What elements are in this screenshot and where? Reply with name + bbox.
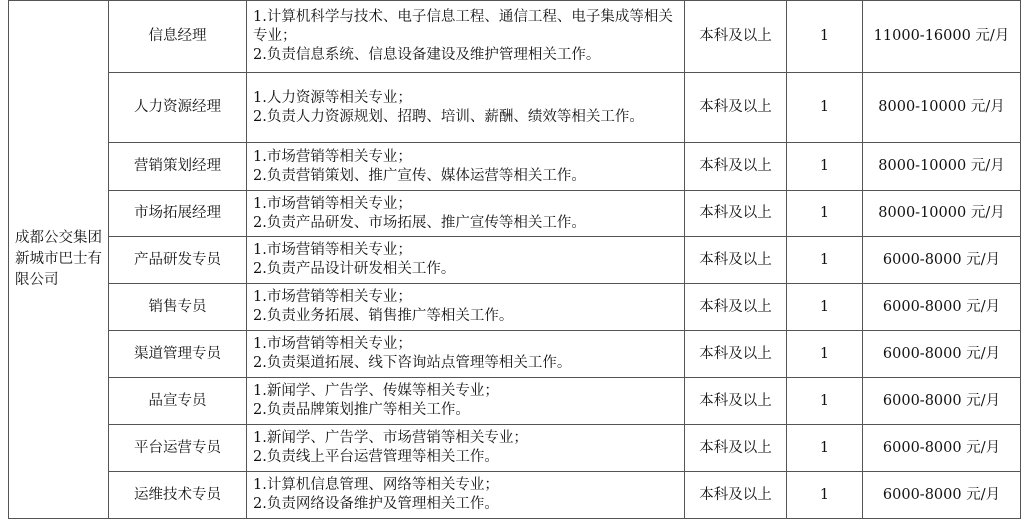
education-cell: 本科及以上 <box>685 143 787 191</box>
requirement-line: 1.新闻学、广告学、市场营销等相关专业； <box>253 430 528 446</box>
education-cell: 本科及以上 <box>685 472 787 519</box>
table-row <box>9 237 1021 284</box>
requirements-cell <box>247 331 685 378</box>
position-cell: 品宣专员 <box>109 378 247 425</box>
education-cell: 本科及以上 <box>685 284 787 331</box>
salary-cell: 8000-10000 元/月 <box>863 191 1021 237</box>
requirement-line: 2.负责产品设计研发相关工作。 <box>253 261 456 277</box>
requirements-cell <box>247 425 685 472</box>
headcount-cell: 1 <box>787 143 863 191</box>
requirement-line: 2.负责线上平台运营管理等相关工作。 <box>253 449 499 465</box>
position-cell: 营销策划经理 <box>109 143 247 191</box>
salary-cell: 6000-8000 元/月 <box>863 425 1021 472</box>
education-cell: 本科及以上 <box>685 331 787 378</box>
requirements-cell <box>247 191 685 237</box>
requirement-line: 1.市场营销等相关专业； <box>253 242 412 258</box>
salary-cell: 6000-8000 元/月 <box>863 237 1021 284</box>
headcount-cell: 1 <box>787 284 863 331</box>
requirement-line: 1.市场营销等相关专业； <box>253 195 412 212</box>
salary-cell: 8000-10000 元/月 <box>863 143 1021 191</box>
position-cell: 销售专员 <box>109 284 247 331</box>
requirement-line: 1.市场营销等相关专业； <box>253 148 412 165</box>
table-row <box>9 472 1021 519</box>
salary-cell: 11000-16000 元/月 <box>863 1 1021 73</box>
table-row <box>9 1 1021 73</box>
table-body <box>9 1 1021 519</box>
requirement-line: 2.负责渠道拓展、线下咨询站点管理等相关工作。 <box>253 355 572 371</box>
requirement-line: 2.负责网络设备维护及管理相关工作。 <box>253 496 499 512</box>
table-row <box>9 425 1021 472</box>
requirement-line: 1.计算机科学与技术、电子信息工程、通信工程、电子集成等相关专业； <box>253 9 673 44</box>
position-cell: 人力资源经理 <box>109 73 247 143</box>
table-row <box>9 331 1021 378</box>
education-cell: 本科及以上 <box>685 237 787 284</box>
position-cell: 市场拓展经理 <box>109 191 247 237</box>
requirements-cell <box>247 73 685 143</box>
education-cell: 本科及以上 <box>685 1 787 73</box>
salary-cell: 6000-8000 元/月 <box>863 472 1021 519</box>
requirement-line: 2.负责人力资源规划、招聘、培训、薪酬、绩效等相关工作。 <box>253 108 644 125</box>
requirement-line: 2.负责业务拓展、销售推广等相关工作。 <box>253 308 514 324</box>
headcount-cell: 1 <box>787 237 863 284</box>
position-cell: 信息经理 <box>109 1 247 73</box>
requirements-cell <box>247 237 685 284</box>
requirements-cell <box>247 472 685 519</box>
position-cell: 平台运营专员 <box>109 425 247 472</box>
headcount-cell: 1 <box>787 191 863 237</box>
headcount-cell: 1 <box>787 73 863 143</box>
requirement-line: 2.负责营销策划、推广宣传、媒体运营等相关工作。 <box>253 167 586 184</box>
requirement-line: 2.负责信息系统、信息设备建设及维护管理相关工作。 <box>253 47 601 63</box>
requirement-line: 1.人力资源等相关专业； <box>253 89 412 106</box>
table-row <box>9 73 1021 143</box>
company-name-cell: 成都公交集团新城市巴士有限公司 <box>9 1 109 519</box>
table-row <box>9 191 1021 237</box>
recruitment-table <box>8 0 1021 519</box>
requirements-cell <box>247 1 685 73</box>
headcount-cell: 1 <box>787 472 863 519</box>
requirement-line: 1.新闻学、广告学、传媒等相关专业； <box>253 383 499 399</box>
headcount-cell: 1 <box>787 331 863 378</box>
position-cell: 产品研发专员 <box>109 237 247 284</box>
requirement-line: 1.市场营销等相关专业； <box>253 336 412 352</box>
table-row <box>9 284 1021 331</box>
table-row <box>9 378 1021 425</box>
education-cell: 本科及以上 <box>685 191 787 237</box>
table-row <box>9 143 1021 191</box>
headcount-cell: 1 <box>787 1 863 73</box>
salary-cell: 6000-8000 元/月 <box>863 331 1021 378</box>
requirement-line: 1.市场营销等相关专业； <box>253 289 412 305</box>
requirement-line: 2.负责品牌策划推广等相关工作。 <box>253 402 470 418</box>
requirements-cell <box>247 143 685 191</box>
salary-cell: 6000-8000 元/月 <box>863 378 1021 425</box>
headcount-cell: 1 <box>787 425 863 472</box>
requirements-cell <box>247 284 685 331</box>
salary-cell: 8000-10000 元/月 <box>863 73 1021 143</box>
requirements-cell <box>247 378 685 425</box>
requirement-line: 1.计算机信息管理、网络等相关专业； <box>253 477 499 493</box>
education-cell: 本科及以上 <box>685 73 787 143</box>
salary-cell: 6000-8000 元/月 <box>863 284 1021 331</box>
education-cell: 本科及以上 <box>685 378 787 425</box>
requirement-line: 2.负责产品研发、市场拓展、推广宣传等相关工作。 <box>253 214 586 231</box>
position-cell: 渠道管理专员 <box>109 331 247 378</box>
education-cell: 本科及以上 <box>685 425 787 472</box>
position-cell: 运维技术专员 <box>109 472 247 519</box>
headcount-cell: 1 <box>787 378 863 425</box>
